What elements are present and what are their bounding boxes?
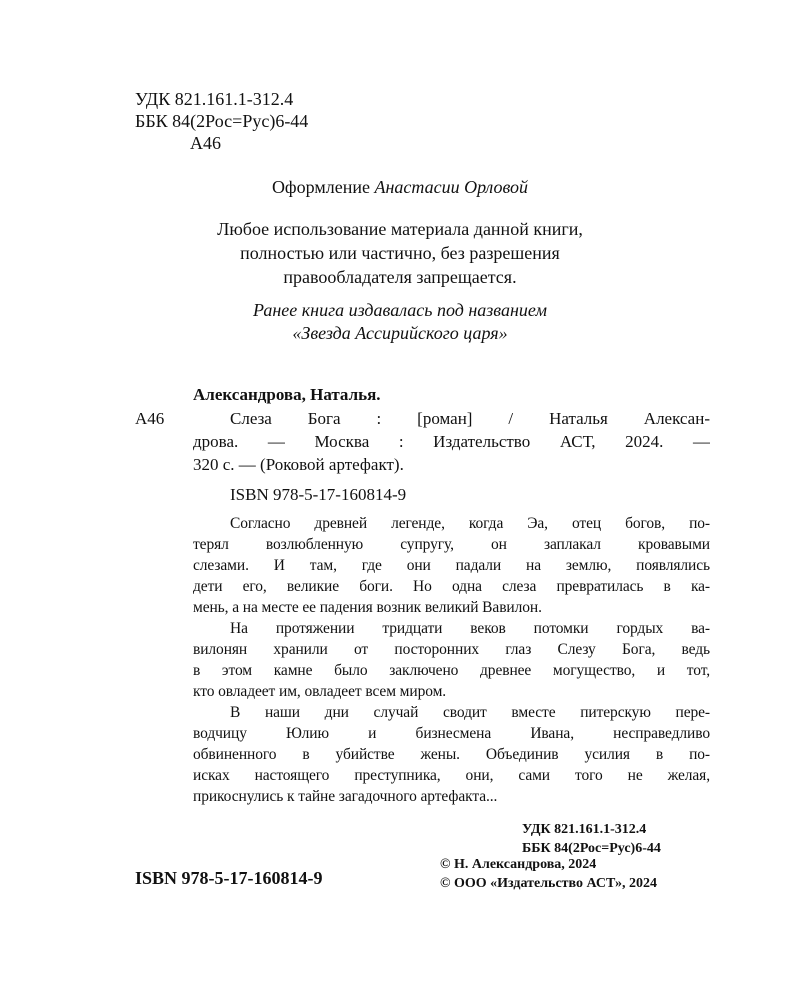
footer-bbk-code: ББК 84(2Рос=Рус)6-44	[522, 841, 661, 856]
author-mark: А46	[190, 133, 221, 153]
bbk-code: ББК 84(2Рос=Рус)6-44	[135, 111, 309, 131]
catalog-isbn: ISBN 978-5-17-160814-9	[230, 485, 407, 504]
catalog-entry-line: 320 с. — (Роковой артефакт).	[193, 455, 404, 474]
footer-isbn: ISBN 978-5-17-160814-9	[135, 868, 323, 888]
catalog-entry-line: дрова. — Москва : Издательство АСТ, 2024. —	[193, 432, 710, 451]
designer-name: Анастасии Орловой	[374, 177, 529, 197]
udk-code: УДК 821.161.1-312.4	[135, 89, 294, 109]
previous-title-line: «Звезда Ассирийского царя»	[292, 323, 508, 343]
annotation-line: вилонян хранили от посторонних глаз Слезу Бога, ведь	[193, 641, 710, 658]
annotation-line: На протяжении тридцати веков потомки гордых ва-	[230, 620, 710, 637]
previous-title-line: Ранее книга издавалась под названием	[253, 300, 547, 320]
annotation-line: водчицу Юлию и бизнесмена Ивана, несправедливо	[193, 725, 710, 742]
annotation-line: мень, а на месте ее падения возник великий Вавилон.	[193, 599, 542, 616]
copyright-author: © Н. Александрова, 2024	[440, 857, 597, 872]
annotation-line: В наши дни случай сводит вместе питерскую пере-	[230, 704, 710, 721]
annotation-line: обвиненного в убийстве жены. Объединив усилия в по-	[193, 746, 710, 763]
annotation-line: дети его, великие боги. Но одна слеза превратилась в ка-	[193, 578, 710, 595]
rights-notice-line: правообладателя запрещается.	[283, 267, 517, 287]
annotation-line: Согласно древней легенде, когда Эа, отец богов, по-	[230, 515, 710, 532]
design-credit-label: Оформление	[271, 177, 370, 197]
catalog-mark: А46	[135, 409, 165, 428]
annotation-line: слезами. И там, где они падали на землю, появлялись	[193, 557, 710, 574]
copyright-publisher: © ООО «Издательство АСТ», 2024	[440, 876, 658, 891]
footer-udk-code: УДК 821.161.1-312.4	[522, 822, 647, 837]
rights-notice-line: полностью или частично, без разрешения	[240, 243, 560, 263]
annotation-line: кто овладеет им, овладеет всем миром.	[193, 683, 447, 700]
design-credit	[0, 177, 800, 198]
annotation-line: в этом камне было заключено древнее могущество, и тот,	[193, 662, 710, 679]
rights-notice-line: Любое использование материала данной книги,	[217, 219, 583, 239]
annotation-line: исках настоящего преступника, они, сами того не желая,	[193, 767, 710, 784]
annotation-line: терял возлюбленную супругу, он заплакал кровавыми	[193, 536, 710, 553]
catalog-entry-line: Слеза Бога : [роман] / Наталья Алексан-	[230, 409, 710, 428]
annotation-line: прикоснулись к тайне загадочного артефакта...	[193, 788, 498, 805]
author-heading: Александрова, Наталья.	[193, 385, 381, 404]
